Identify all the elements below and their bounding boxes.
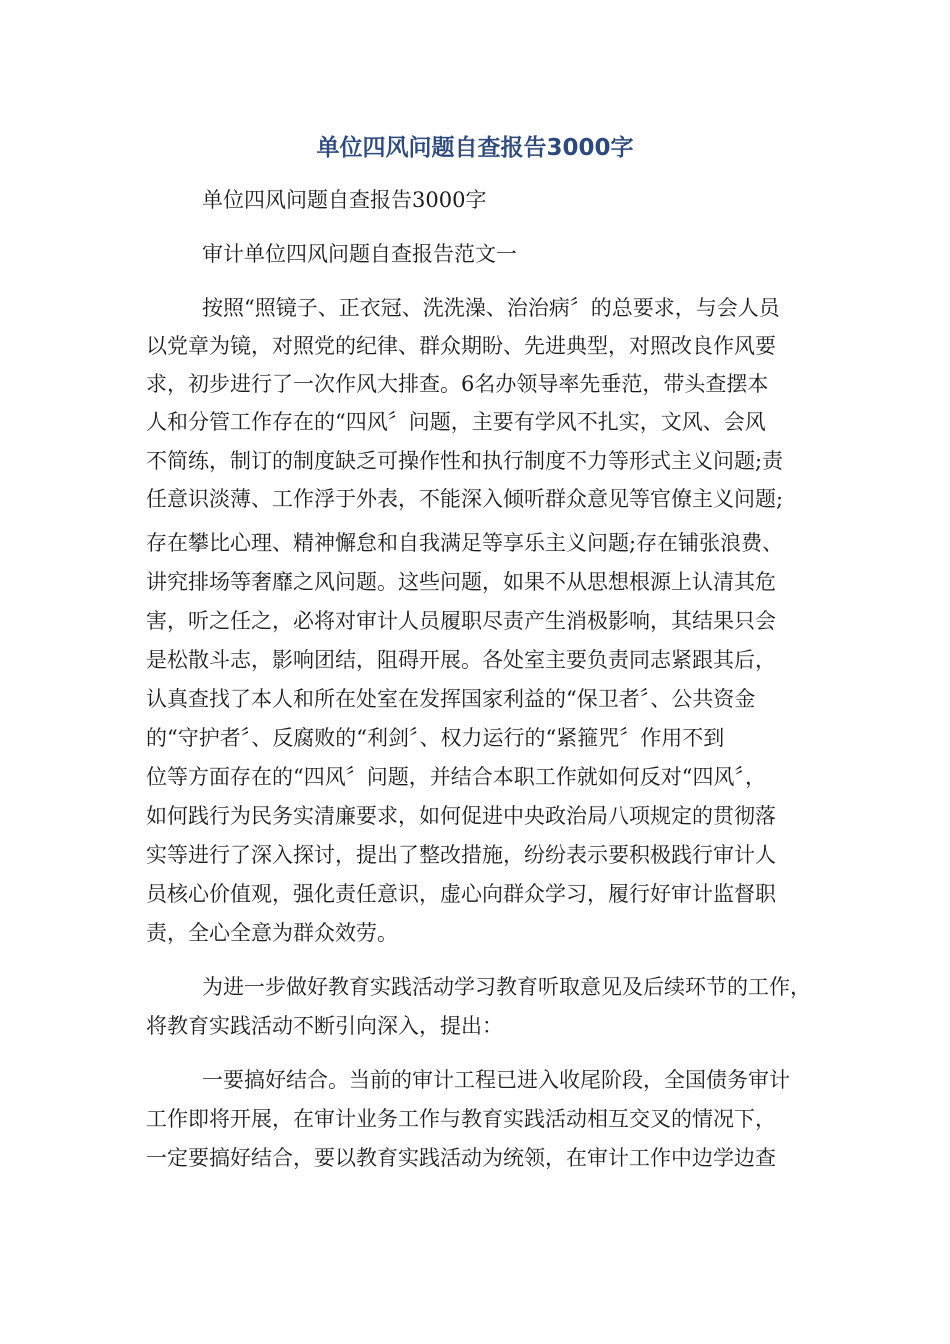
paragraph-line: 认真查找了本人和所在处室在发挥国家利益的“保卫者〞、公共资金 — [146, 687, 756, 711]
paragraph-line: 实等进行了深入探讨，提出了整改措施，纷纷表示要积极践行审计人 — [146, 843, 776, 867]
paragraph-line: 人和分管工作存在的“四风〞问题，主要有学风不扎实，文风、会风 — [146, 410, 766, 434]
paragraph-line: 位等方面存在的“四风〞问题，并结合本职工作就如何反对“四风〞， — [146, 765, 766, 789]
section-title: 审计单位四风问题自查报告范文一 — [202, 242, 517, 266]
paragraph-line: 的“守护者〞、反腐败的“利剑〞、权力运行的“紧箍咒〞作用不到 — [146, 726, 725, 750]
paragraph-line: 工作即将开展，在审计业务工作与教育实践活动相互交叉的情况下， — [146, 1107, 776, 1131]
document-subtitle: 单位四风问题自查报告3000字 — [202, 188, 487, 212]
paragraph-line: 按照“照镜子、正衣冠、洗洗澡、治治病〞的总要求，与会人员 — [202, 296, 780, 320]
paragraph-line: 如何践行为民务实清廉要求，如何促进中央政治局八项规定的贯彻落 — [146, 804, 776, 828]
paragraph-line: 讲究排场等奢靡之风问题。这些问题，如果不从思想根源上认清其危 — [146, 570, 776, 594]
paragraph-line: 是松散斗志，影响团结，阻碍开展。各处室主要负责同志紧跟其后， — [146, 648, 776, 672]
paragraph-line: 害，听之任之，必将对审计人员履职尽责产生消极影响，其结果只会 — [146, 609, 776, 633]
paragraph-line: 员核心价值观，强化责任意识，虚心向群众学习，履行好审计监督职 — [146, 882, 776, 906]
paragraph-line: 以党章为镜，对照党的纪律、群众期盼、先进典型，对照改良作风要 — [146, 334, 776, 358]
paragraph-line: 一定要搞好结合，要以教育实践活动为统领，在审计工作中边学边查 — [146, 1146, 776, 1170]
paragraph-line: 为进一步做好教育实践活动学习教育听取意见及后续环节的工作， — [202, 975, 811, 999]
paragraph-line: 不简练，制订的制度缺乏可操作性和执行制度不力等形式主义问题;责 — [146, 449, 784, 473]
paragraph-line: 将教育实践活动不断引向深入，提出： — [146, 1014, 503, 1038]
paragraph-line: 任意识淡薄、工作浮于外表，不能深入倾听群众意见等官僚主义问题; — [146, 487, 784, 511]
paragraph-line: 责，全心全意为群众效劳。 — [146, 921, 398, 945]
paragraph-line: 一要搞好结合。当前的审计工程已进入收尾阶段，全国债务审计 — [202, 1068, 790, 1092]
document-title: 单位四风问题自查报告3000字 — [316, 135, 634, 161]
paragraph-line: 求，初步进行了一次作风大排查。6名办领导率先垂范，带头查摆本 — [146, 372, 769, 396]
paragraph-line: 存在攀比心理、精神懈怠和自我满足等享乐主义问题;存在铺张浪费、 — [146, 531, 784, 555]
